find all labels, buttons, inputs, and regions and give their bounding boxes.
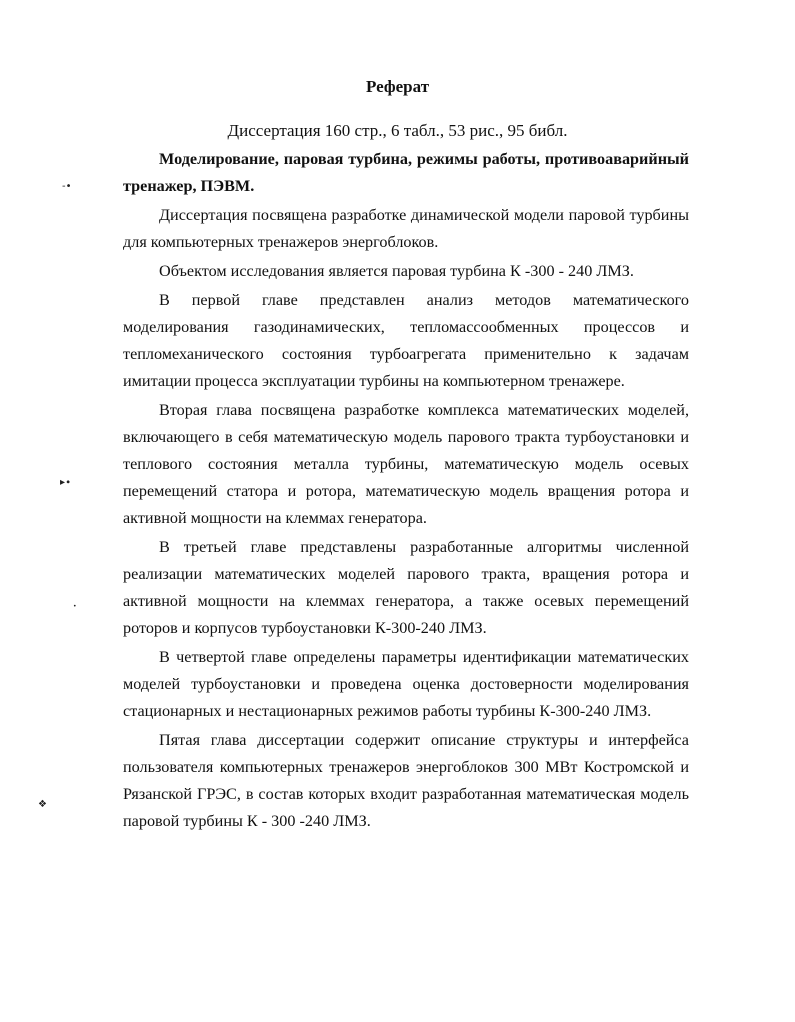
paragraph-chapter-3: В третьей главе представлены разработанные алгоритмы численной реализации математических моделей парового тракта, вращения ротора и активной мощности на клеммах генератора, а также осевых перемещений роторов и корпусов турбоустановки К-300-240 ЛМЗ. bbox=[123, 538, 689, 637]
keywords-paragraph: Моделирование, паровая турбина, режимы работы, противоаварийный тренажер, ПЭВМ. bbox=[123, 150, 689, 195]
margin-scan-mark-1: -• bbox=[62, 181, 72, 192]
paragraph-chapter-2: Вторая глава посвящена разработке комплекса математических моделей, включающего в себя математическую модель парового тракта турбоустановки и теплового состояния металла турбины, математическую модель осевых перемещений статора и ротора, математическую модель вращения ротора и активной мощности на клеммах генератора. bbox=[123, 401, 689, 527]
paragraph-purpose: Диссертация посвящена разработке динамической модели паровой турбины для компьютерных тренажеров энергоблоков. bbox=[123, 206, 689, 251]
margin-scan-mark-4: ❖ bbox=[38, 799, 47, 810]
margin-scan-mark-3: • bbox=[73, 603, 77, 610]
abstract-body bbox=[123, 146, 689, 837]
paragraph-object: Объектом исследования является паровая турбина К -300 - 240 ЛМЗ. bbox=[159, 262, 634, 280]
paragraph-chapter-4: В четвертой главе определены параметры идентификации математических моделей турбоустановки и проведена оценка достоверности моделирования стационарных и нестационарных режимов работы турбины К-300-240 ЛМЗ. bbox=[123, 648, 689, 720]
paragraph-chapter-1: В первой главе представлен анализ методов математического моделирования газодинамических, тепломассообменных процессов и тепломеханического состояния турбоагрегата применительно к задачам имитации процесса эксплуатации турбины на компьютерном тренажере. bbox=[123, 291, 689, 390]
dissertation-summary-line: Диссертация 160 стр., 6 табл., 53 рис., 95 библ. bbox=[227, 121, 568, 140]
paragraph-chapter-5: Пятая глава диссертации содержит описание структуры и интерфейса пользователя компьютерных тренажеров энергоблоков 300 МВт Костромской и Рязанской ГРЭС, в состав которых входит разработанная математическая модель паровой турбины К - 300 -240 ЛМЗ. bbox=[123, 731, 689, 830]
page-title: Реферат bbox=[365, 77, 430, 96]
margin-scan-mark-2: ▸∙ bbox=[60, 477, 72, 488]
